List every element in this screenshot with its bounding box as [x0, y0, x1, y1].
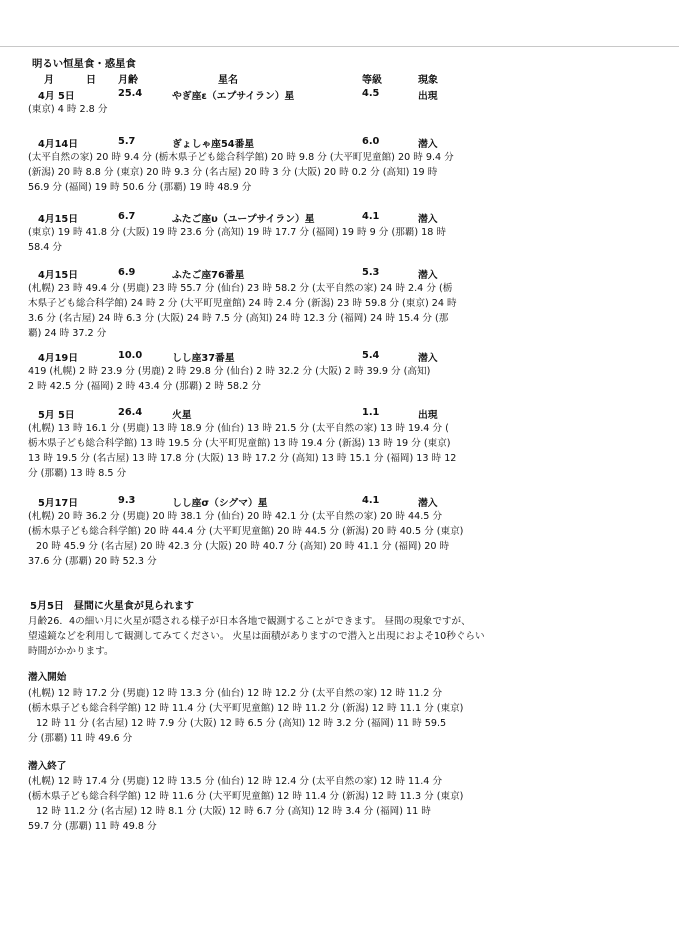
ingress-line: (栃木県子ども総合科学館) 12 時 11.4 分 (大平町児童館) 12 時 11.2 分 (新潟) 12 時 11.1 分 (東京) [28, 703, 464, 714]
entry-date: 5月17日 [38, 498, 79, 509]
ingress-line: 12 時 11 分 (名古屋) 12 時 7.9 分 (大阪) 12 時 6.5 分 (高知) 12 時 3.2 分 (福岡) 11 時 59.5 [36, 718, 447, 729]
entry-time-line: 木県子ども総合科学館) 24 時 2 分 (大平町児童館) 24 時 2.4 分 (新潟) 23 時 59.8 分 (東京) 24 時 [28, 298, 457, 309]
entry-magnitude: 4.5 [362, 88, 380, 99]
entry-time-line: 3.6 分 (名古屋) 24 時 6.3 分 (大阪) 24 時 7.5 分 (高知) 24 時 12.3 分 (福岡) 24 時 15.4 分 (那 [28, 313, 449, 324]
entry-moon-age: 10.0 [118, 350, 143, 361]
entry-magnitude: 5.4 [362, 350, 380, 361]
entry-time-line: 37.6 分 (那覇) 20 時 52.3 分 [28, 556, 157, 567]
entry-phenomenon: 潜入 [418, 270, 438, 281]
entry-time-line: 58.4 分 [28, 242, 63, 253]
entry-star-name: ふたご座υ（ユープサイラン）星 [172, 214, 315, 225]
entry-time-line: 栃木県子ども総合科学館) 13 時 19.5 分 (大平町児童館) 13 時 19.4 分 (新潟) 13 時 19 分 (東京) [28, 438, 451, 449]
entry-date: 4月 5日 [38, 91, 75, 102]
mars-paragraph-line: 望遠鏡などを利用して観測してみてください。 火星は面積がありますので潜入と出現におよそ10秒ぐらい [28, 631, 485, 642]
egress-line: (札幌) 12 時 17.4 分 (男鹿) 12 時 13.5 分 (仙台) 12 時 12.4 分 (太平自然の家) 12 時 11.4 分 [28, 776, 443, 787]
entry-date: 5月 5日 [38, 410, 75, 421]
entry-star-name: しし座37番星 [172, 353, 235, 364]
entry-date: 4月15日 [38, 270, 79, 281]
entry-time-line: (東京) 19 時 41.8 分 (大阪) 19 時 23.6 分 (高知) 19 時 17.7 分 (福岡) 19 時 9 分 (那覇) 18 時 [28, 227, 447, 238]
entry-star-name: しし座σ（シグマ）星 [172, 498, 268, 509]
egress-line: 59.7 分 (那覇) 11 時 49.8 分 [28, 821, 157, 832]
entry-phenomenon: 潜入 [418, 353, 438, 364]
page-title: 明るい恒星食・惑星食 [32, 58, 136, 70]
ingress-line: 分 (那覇) 11 時 49.6 分 [28, 733, 133, 744]
mars-heading: 5月5日 昼間に火星食が見られます [30, 601, 194, 612]
entry-moon-age: 25.4 [118, 88, 143, 99]
mars-paragraph-line: 月齢26．4の細い月に火星が隠される様子が日本各地で観測することができます。 昼間の現象ですが、 [28, 616, 471, 627]
entry-time-line: (栃木県子ども総合科学館) 20 時 44.4 分 (大平町児童館) 20 時 44.5 分 (新潟) 20 時 40.5 分 (東京) [28, 526, 464, 537]
ingress-line: (札幌) 12 時 17.2 分 (男鹿) 12 時 13.3 分 (仙台) 12 時 12.2 分 (太平自然の家) 12 時 11.2 分 [28, 688, 443, 699]
col-phenomenon: 現象 [418, 75, 438, 86]
entry-date: 4月15日 [38, 214, 79, 225]
entry-moon-age: 9.3 [118, 495, 136, 506]
entry-magnitude: 4.1 [362, 495, 380, 506]
entry-moon-age: 26.4 [118, 407, 143, 418]
col-star: 星名 [218, 75, 238, 86]
entry-moon-age: 5.7 [118, 136, 136, 147]
egress-line: 12 時 11.2 分 (名古屋) 12 時 8.1 分 (大阪) 12 時 6.7 分 (高知) 12 時 3.4 分 (福岡) 11 時 [36, 806, 431, 817]
entry-star-name: やぎ座ε（エプサイラン）星 [172, 91, 295, 102]
entry-phenomenon: 潜入 [418, 498, 438, 509]
col-age: 月齢 [118, 75, 138, 86]
entry-phenomenon: 潜入 [418, 214, 438, 225]
col-day: 日 [86, 75, 96, 86]
entry-star-name: ふたご座76番星 [172, 270, 245, 281]
entry-time-line: 分 (那覇) 13 時 8.5 分 [28, 468, 127, 479]
entry-phenomenon: 出現 [418, 410, 438, 421]
entry-time-line: (札幌) 20 時 36.2 分 (男鹿) 20 時 38.1 分 (仙台) 20 時 42.1 分 (太平自然の家) 20 時 44.5 分 [28, 511, 443, 522]
entry-time-line: (東京) 4 時 2.8 分 [28, 104, 108, 115]
entry-time-line: (新潟) 20 時 8.8 分 (東京) 20 時 9.3 分 (名古屋) 20 時 3 分 (大阪) 20 時 0.2 分 (高知) 19 時 [28, 167, 438, 178]
entry-date: 4月19日 [38, 353, 79, 364]
entry-time-line: (札幌) 13 時 16.1 分 (男鹿) 13 時 18.9 分 (仙台) 13 時 21.5 分 (太平自然の家) 13 時 19.4 分 ( [28, 423, 449, 434]
entry-magnitude: 5.3 [362, 267, 380, 278]
entry-time-line: 13 時 19.5 分 (名古屋) 13 時 17.8 分 (大阪) 13 時 17.2 分 (高知) 13 時 15.1 分 (福岡) 13 時 12 [28, 453, 457, 464]
entry-time-line: 56.9 分 (福岡) 19 時 50.6 分 (那覇) 19 時 48.9 分 [28, 182, 252, 193]
entry-time-line: 覇) 24 時 37.2 分 [28, 328, 107, 339]
ingress-title: 潜入開始 [28, 672, 67, 683]
entry-phenomenon: 出現 [418, 91, 438, 102]
entry-time-line: 419 (札幌) 2 時 23.9 分 (男鹿) 2 時 29.8 分 (仙台) 2 時 32.2 分 (大阪) 2 時 39.9 分 (高知) [28, 366, 431, 377]
egress-line: (栃木県子ども総合科学館) 12 時 11.6 分 (大平町児童館) 12 時 11.4 分 (新潟) 12 時 11.3 分 (東京) [28, 791, 464, 802]
mars-paragraph-line: 時間がかかります。 [28, 646, 114, 657]
entry-star-name: 火星 [172, 410, 192, 421]
entry-phenomenon: 潜入 [418, 139, 438, 150]
entry-magnitude: 6.0 [362, 136, 380, 147]
col-month: 月 [44, 75, 54, 86]
entry-magnitude: 1.1 [362, 407, 380, 418]
entry-moon-age: 6.7 [118, 211, 136, 222]
entry-date: 4月14日 [38, 139, 79, 150]
col-magnitude: 等級 [362, 75, 382, 86]
entry-time-line: (札幌) 23 時 49.4 分 (男鹿) 23 時 55.7 分 (仙台) 23 時 58.2 分 (太平自然の家) 24 時 2.4 分 (栃 [28, 283, 453, 294]
entry-star-name: ぎょしゃ座54番星 [172, 139, 255, 150]
entry-time-line: 2 時 42.5 分 (福岡) 2 時 43.4 分 (那覇) 2 時 58.2 分 [28, 381, 261, 392]
entry-time-line: (太平自然の家) 20 時 9.4 分 (栃木県子ども総合科学館) 20 時 9.8 分 (大平町児童館) 20 時 9.4 分 [28, 152, 454, 163]
scan-edge-line [0, 46, 679, 47]
entry-moon-age: 6.9 [118, 267, 136, 278]
entry-time-line: 20 時 45.9 分 (名古屋) 20 時 42.3 分 (大阪) 20 時 40.7 分 (高知) 20 時 41.1 分 (福岡) 20 時 [36, 541, 450, 552]
entry-magnitude: 4.1 [362, 211, 380, 222]
egress-title: 潜入終了 [28, 761, 67, 772]
